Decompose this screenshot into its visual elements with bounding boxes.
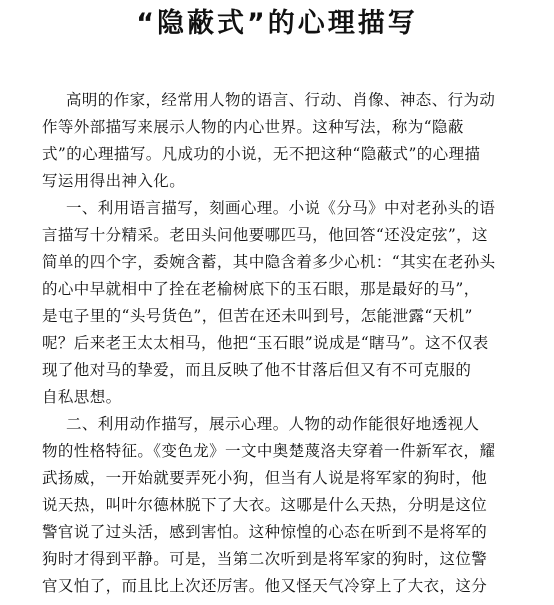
paragraph-line: 式”的心理描写。凡成功的小说，无不把这种“隐蔽式”的心理描 [42,145,481,163]
paragraph-first-line: 二、利用动作描写，展示心理。人物的动作能很好地透视人 [66,415,480,433]
paragraph-line: 的心中早就相中了拴在老榆树底下的玉石眼，那是最好的马”， [42,280,480,298]
paragraph-line: 狗时才得到平静。可是，当第二次听到是将军家的狗时，这位警 [42,550,488,568]
paragraph-line: 武扬威，一开始就要弄死小狗，但当有人说是将军家的狗时，他 [42,469,488,487]
paragraph-line: 自私思想。 [42,388,122,406]
paragraph-line: 作等外部描写来展示人物的内心世界。这种写法，称为“隐蔽 [42,118,464,136]
article-title: “隐蔽式”的心理描写 [136,8,418,39]
article-body [0,87,554,600]
paragraph-line: 说天热，叫叶尔德林脱下了大衣。这哪是什么天热，分明是这位 [42,496,488,514]
paragraph-line: 言描写十分精采。老田头问他要哪匹马，他回答“还没定弦”，这 [42,226,488,244]
paragraph-line: 警官说了过头活，感到害怕。这种惊惶的心态在听到不是将军的 [42,523,488,541]
paragraph-line: 官又怕了，而且比上次还厉害。他又怪天气冷穿上了大衣，这分 [42,577,488,595]
paragraph-line: 写运用得出神入化。 [42,172,186,190]
paragraph-first-line: 一、利用语言描写，刻画心理。小说《分马》中对老孙头的语 [66,199,496,217]
paragraph-first-line: 高明的作家，经常用人物的语言、行动、肖像、神态、行为动 [66,91,496,109]
paragraph-line: 是屯子里的“头号货色”，但苦在还未叫到号，怎能泄露“天机” [42,307,473,325]
paragraph-line: 简单的四个字，委婉含蓄，其中隐含着多少心机：“其实在老孙头 [42,253,496,271]
paragraph-line: 现了他对马的挚爱，而且反映了他不甘落后但又有不可克服的 [42,361,472,379]
paragraph-line: 呢？后来老王太太相马，他把“玉石眼”说成是“瞎马”。这不仅表 [42,334,489,352]
paragraph-line: 物的性格特征。《变色龙》一文中奥楚蔑洛夫穿着一件新军衣，耀 [42,442,496,460]
